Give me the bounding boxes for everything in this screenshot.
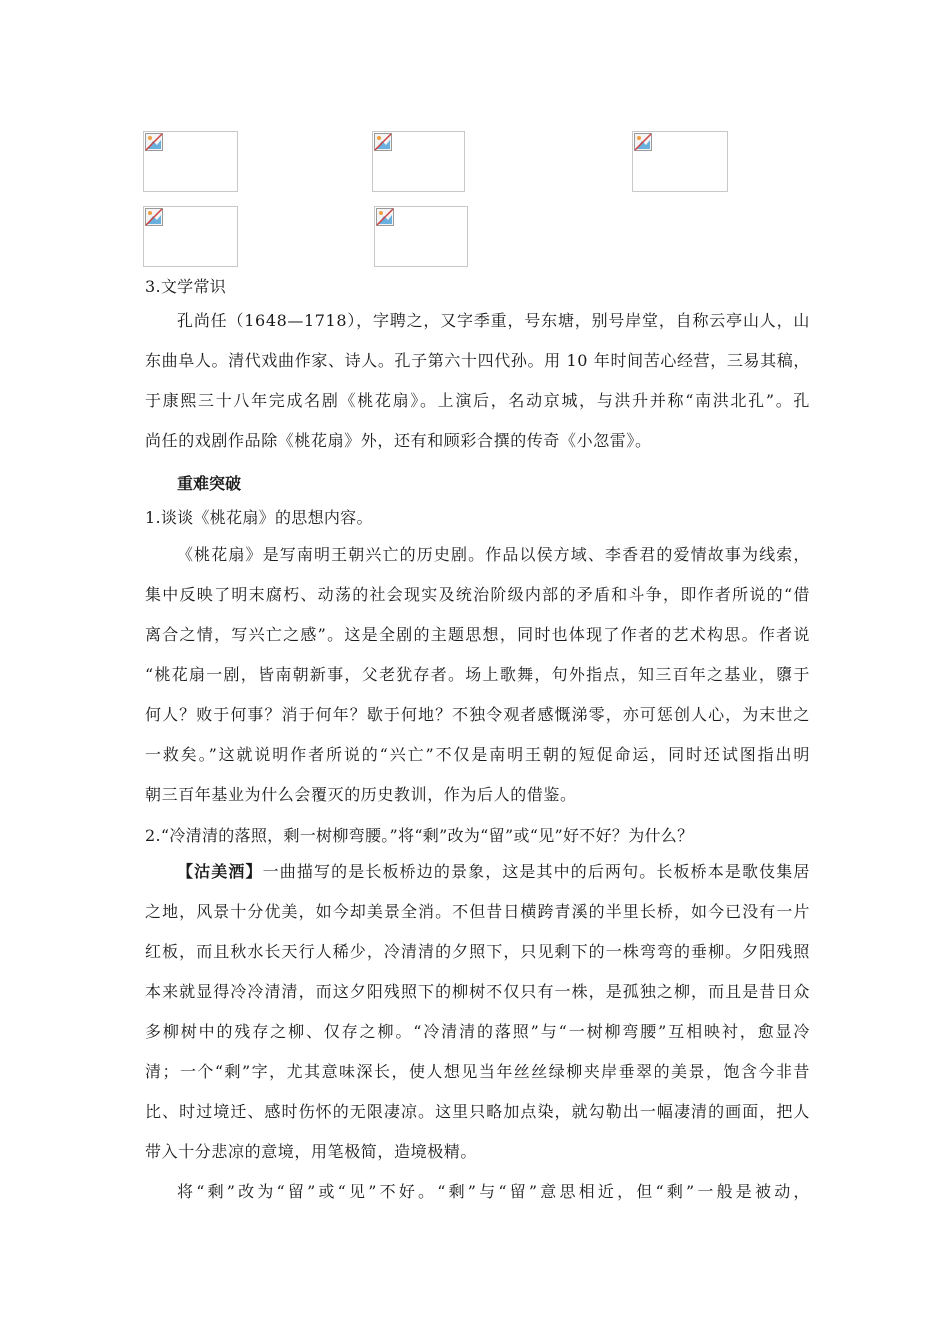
image-placeholder-5 bbox=[374, 206, 468, 267]
broken-image-icon bbox=[145, 208, 163, 226]
text-line: 离合之情，写兴亡之感”。这是全剧的主题思想，同时也体现了作者的艺术构思。作者说 bbox=[145, 625, 810, 644]
question-2-title: 2.“冷清清的落照，剩一树柳弯腰。”将“剩”改为“留”或“见”好不好？为什么？ bbox=[145, 826, 694, 845]
text-line: 孔尚任（1648—1718），字聘之，又字季重，号东塘，别号岸堂，自称云亭山人，山 bbox=[177, 311, 810, 330]
text-line bbox=[145, 852, 810, 892]
question-1-title: 1.谈谈《桃花扇》的思想内容。 bbox=[145, 508, 373, 527]
text-line: 一救矣。”这就说明作者所说的“兴亡”不仅是南明王朝的短促命运，同时还试图指出明 bbox=[145, 745, 810, 764]
image-placeholder-2 bbox=[372, 131, 465, 192]
text-line: 何人？败于何事？消于何年？歇于何地？不独令观者感慨涕零，亦可惩创人心，为末世之 bbox=[145, 705, 810, 724]
text-line: 朝三百年基业为什么会覆灭的历史教训，作为后人的借鉴。 bbox=[145, 785, 577, 804]
image-placeholder-3 bbox=[632, 131, 728, 192]
text-line: 清；一个“剩”字，尤其意味深长，使人想见当年丝丝绿柳夹岸垂翠的美景，饱含今非昔 bbox=[145, 1062, 810, 1081]
text-line: 将“剩”改为“留”或“见”不好。“剩”与“留”意思相近，但“剩”一般是被动， bbox=[177, 1182, 810, 1201]
section-title-literature: 3.文学常识 bbox=[145, 277, 227, 296]
text-line: 集中反映了明末腐朽、动荡的社会现实及统治阶级内部的矛盾和斗争，即作者所说的“借 bbox=[145, 585, 810, 604]
text-line: 带入十分悲凉的意境，用笔极简，造境极精。 bbox=[145, 1142, 478, 1161]
section-heading-key-points: 重难突破 bbox=[177, 474, 242, 493]
broken-image-icon bbox=[376, 208, 394, 226]
broken-image-icon bbox=[145, 133, 163, 151]
paragraph-q1 bbox=[145, 535, 810, 815]
text-line: 尚任的戏剧作品除《桃花扇》外，还有和顾彩合撰的传奇《小忽雷》。 bbox=[145, 431, 652, 450]
text-line: 于康熙三十八年完成名剧《桃花扇》。上演后，名动京城，与洪升并称“南洪北孔”。孔 bbox=[145, 391, 810, 410]
text-line: 本来就显得冷冷清清，而这夕阳残照下的柳树不仅只有一株，是孤独之柳，而且是昔日众 bbox=[145, 982, 810, 1001]
text-line: 之地，风景十分优美，如今却美景全消。不但昔日横跨青溪的半里长桥，如今已没有一片 bbox=[145, 902, 810, 921]
image-placeholder-4 bbox=[143, 206, 238, 267]
text-line: 东曲阜人。清代戏曲作家、诗人。孔子第六十四代孙。用 10 年时间苦心经营，三易其稿， bbox=[145, 351, 810, 370]
image-placeholder-1 bbox=[143, 131, 238, 192]
text-fragment: 一曲描写的是长板桥边的景象，这是其中的后两句。长板桥本是歌伎集居 bbox=[262, 862, 810, 881]
text-line: 《桃花扇》是写南明王朝兴亡的历史剧。作品以侯方域、李香君的爱情故事为线索， bbox=[177, 545, 810, 564]
text-line: 多柳树中的残存之柳、仅存之柳。“冷清清的落照”与“一树柳弯腰”互相映衬，愈显冷 bbox=[145, 1022, 810, 1041]
song-title-bracket: 【沽美酒】 bbox=[177, 862, 263, 881]
text-line: 红板，而且秋水长天行人稀少，冷清清的夕照下，只见剩下的一株弯弯的垂柳。夕阳残照 bbox=[145, 942, 810, 961]
paragraph-q2 bbox=[145, 852, 810, 1212]
text-line: 比、时过境迁、感时伤怀的无限凄凉。这里只略加点染，就勾勒出一幅凄清的画面，把人 bbox=[145, 1102, 810, 1121]
paragraph-literature bbox=[145, 301, 810, 461]
text-line: “桃花扇一剧，皆南朝新事，父老犹存者。场上歌舞，句外指点，知三百年之基业，隳于 bbox=[145, 665, 810, 684]
broken-image-icon bbox=[634, 133, 652, 151]
broken-image-icon bbox=[374, 133, 392, 151]
